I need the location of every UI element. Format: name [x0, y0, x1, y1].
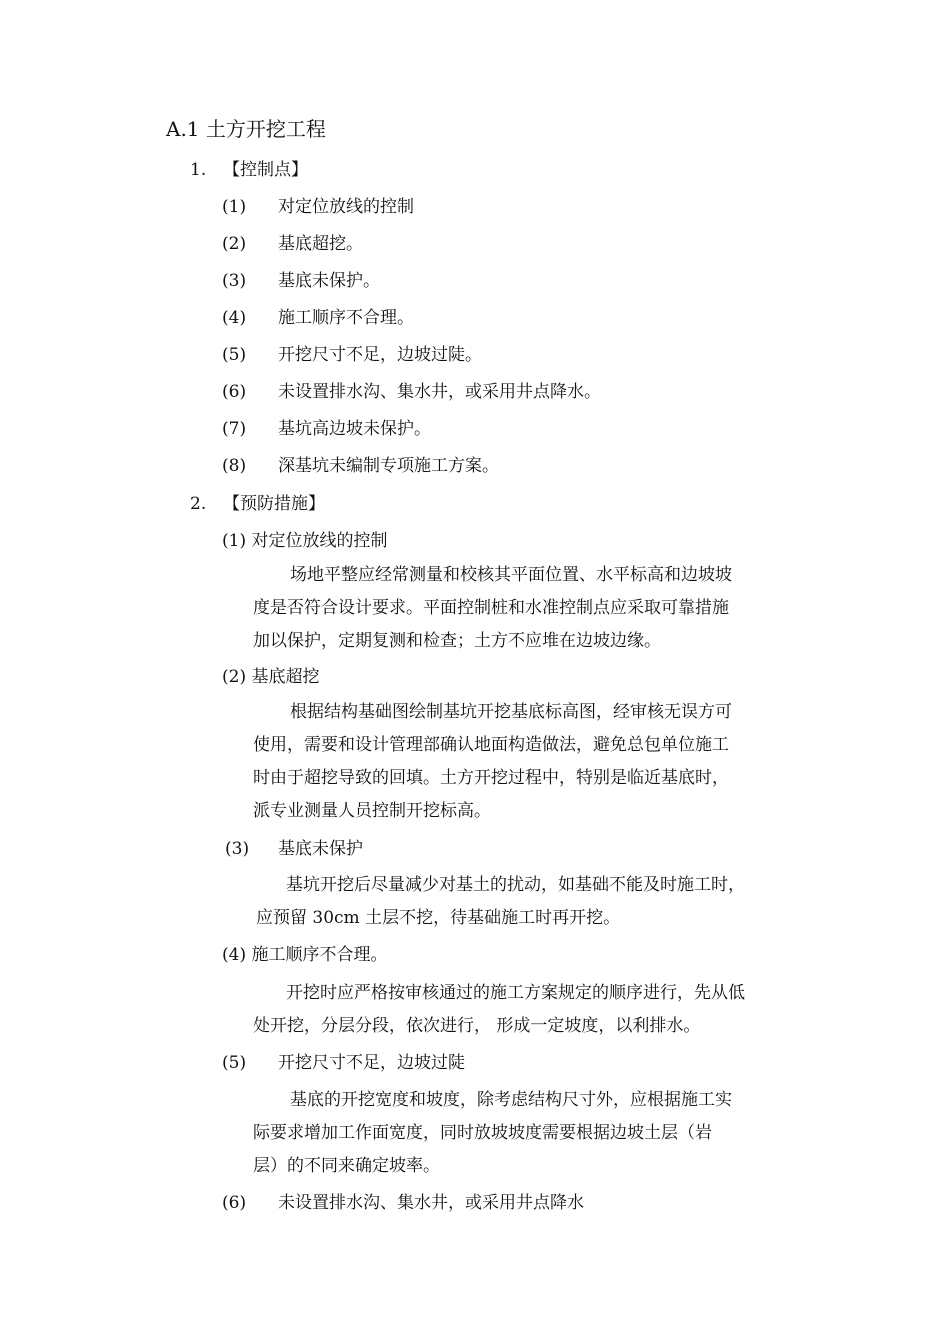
list-item-text: 基底未保护。: [278, 271, 380, 291]
list-item-text: 施工顺序不合理。: [278, 308, 414, 328]
measure-heading: (1) 对定位放线的控制: [222, 531, 388, 551]
measure-heading: (2) 基底超挖: [222, 667, 320, 687]
section-title: A.1 土方开挖工程: [166, 117, 326, 141]
paragraph-line: 加以保护，定期复测和检查；土方不应堆在边坡边缘。: [253, 631, 661, 651]
control-points-number: 1.: [190, 160, 207, 180]
list-item-number: (5): [222, 1053, 247, 1073]
list-item-text: 基底超挖。: [278, 234, 363, 254]
paragraph-line: 层）的不同来确定坡率。: [253, 1156, 440, 1176]
measure-heading: 开挖尺寸不足，边坡过陡: [278, 1053, 465, 1073]
list-item-text: 深基坑未编制专项施工方案。: [278, 456, 499, 476]
list-item-text: 基坑高边坡未保护。: [278, 419, 431, 439]
prevention-measures-number: 2.: [190, 494, 207, 514]
list-item-number: (2): [222, 234, 247, 254]
paragraph-line: 时由于超挖导致的回填。土方开挖过程中，特别是临近基底时，: [253, 768, 729, 788]
paragraph-line: 使用，需要和设计管理部确认地面构造做法，避免总包单位施工: [253, 735, 729, 755]
paragraph-line: 度是否符合设计要求。平面控制桩和水准控制点应采取可靠措施: [253, 598, 729, 618]
list-item-text: 未设置排水沟、集水井，或采用井点降水。: [278, 382, 601, 402]
paragraph-line: 派专业测量人员控制开挖标高。: [253, 801, 491, 821]
list-item-number: (3): [222, 271, 247, 291]
list-item-text: 对定位放线的控制: [278, 197, 414, 217]
list-item-number: (1): [222, 197, 247, 217]
paragraph-line: 场地平整应经常测量和校核其平面位置、水平标高和边坡坡: [290, 565, 732, 585]
paragraph-line: 开挖时应严格按审核通过的施工方案规定的顺序进行，先从低: [286, 983, 745, 1003]
paragraph-line: 应预留 30cm 土层不挖，待基础施工时再开挖。: [256, 908, 621, 928]
measure-heading: 未设置排水沟、集水井，或采用井点降水: [278, 1193, 584, 1213]
list-item-text: 开挖尺寸不足，边坡过陡。: [278, 345, 482, 365]
measure-heading: (4) 施工顺序不合理。: [222, 945, 388, 965]
control-points-heading: 【控制点】: [223, 160, 308, 180]
measure-heading: 基底未保护: [278, 839, 363, 859]
list-item-number: (6): [222, 382, 247, 402]
paragraph-line: 处开挖，分层分段，依次进行， 形成一定坡度，以利排水。: [253, 1016, 701, 1036]
list-item-number: (4): [222, 308, 247, 328]
paragraph-line: 际要求增加工作面宽度，同时放坡坡度需要根据边坡土层（岩: [253, 1123, 712, 1143]
list-item-number: (3): [225, 839, 250, 859]
list-item-number: (5): [222, 345, 247, 365]
list-item-number: (6): [222, 1193, 247, 1213]
paragraph-line: 基坑开挖后尽量减少对基土的扰动，如基础不能及时施工时，: [286, 875, 745, 895]
prevention-measures-heading: 【预防措施】: [223, 494, 325, 514]
paragraph-line: 根据结构基础图绘制基坑开挖基底标高图，经审核无误方可: [290, 702, 732, 722]
paragraph-line: 基底的开挖宽度和坡度，除考虑结构尺寸外，应根据施工实: [290, 1090, 732, 1110]
list-item-number: (7): [222, 419, 247, 439]
list-item-number: (8): [222, 456, 247, 476]
